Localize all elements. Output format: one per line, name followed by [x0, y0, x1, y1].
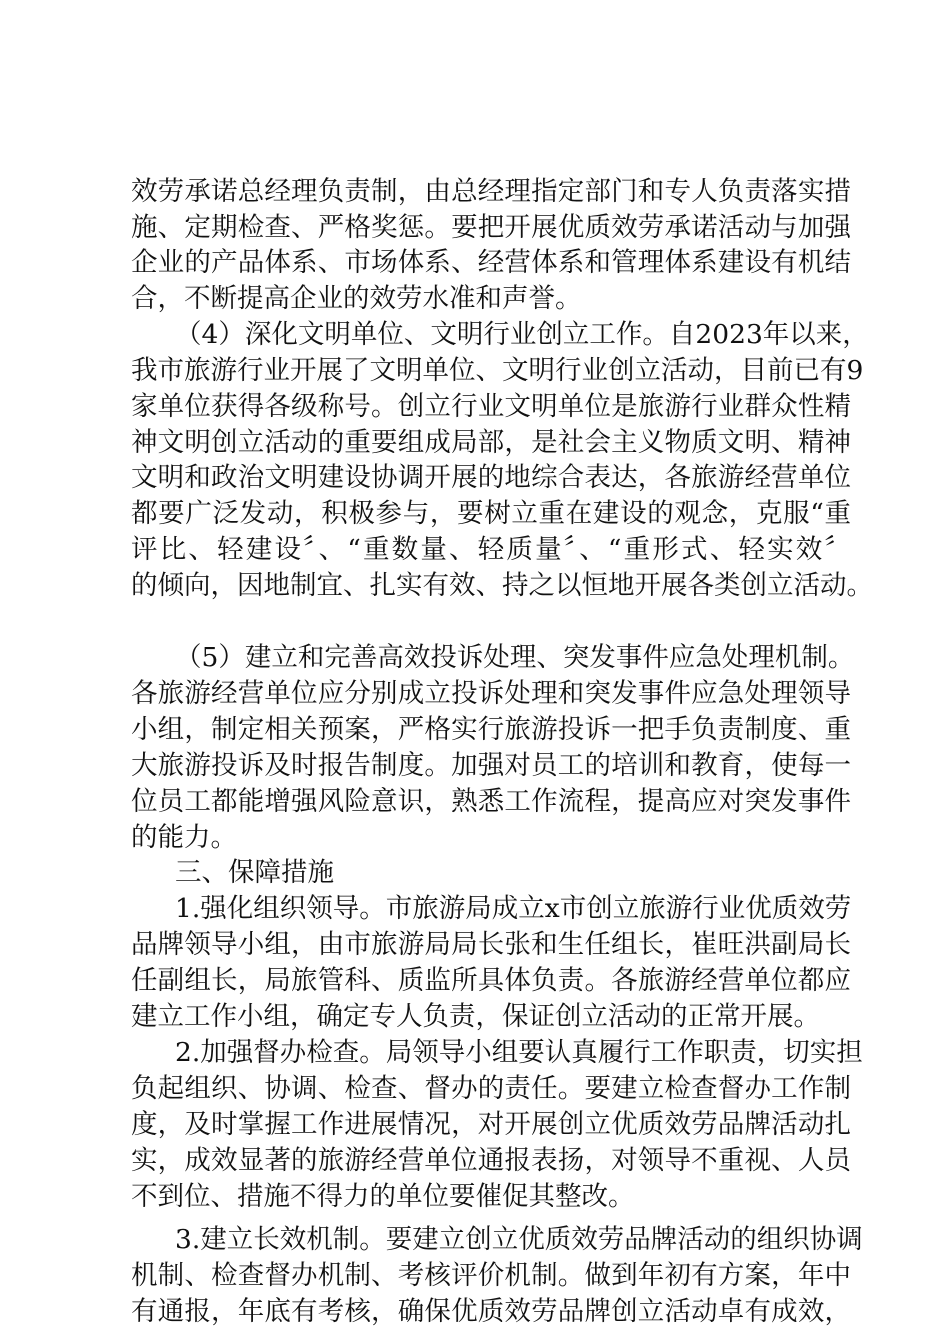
text-line: 负起组织、协调、检查、督办的责任。要建立检查督办工作制	[131, 1073, 851, 1104]
text-line: 机制、检查督办机制、考核评价机制。做到年初有方案，年中	[131, 1260, 851, 1291]
text-line: 评比、轻建设〞、“重数量、轻质量〞、“重形式、轻实效〞	[131, 534, 851, 565]
text-line: 都要广泛发动，积极参与，要树立重在建设的观念，克服“重	[131, 498, 851, 529]
text-line: 合，不断提高企业的效劳水准和声誉。	[131, 283, 582, 314]
text-line: 品牌领导小组，由市旅游局局长张和生任组长，崔旺洪副局长	[131, 929, 851, 960]
text-line: 不到位、措施不得力的单位要催促其整改。	[131, 1181, 635, 1212]
text-line: 小组，制定相关预案，严格实行旅游投诉一把手负责制度、重	[131, 714, 851, 745]
text-line: 的倾向，因地制宜、扎实有效、持之以恒地开展各类创立活动。	[131, 570, 873, 601]
text-line: 企业的产品体系、市场体系、经营体系和管理体系建设有机结	[131, 247, 851, 278]
text-line: 的能力。	[131, 822, 237, 853]
text-line: 神文明创立活动的重要组成局部，是社会主义物质文明、精神	[131, 427, 851, 458]
text-line: 大旅游投诉及时报告制度。加强对员工的培训和教育，使每一	[131, 750, 851, 781]
item-1-start: 1.强化组织领导。市旅游局成立x市创立旅游行业优质效劳	[175, 893, 852, 924]
text-line: 度，及时掌握工作进展情况，对开展创立优质效劳品牌活动扎	[131, 1109, 851, 1140]
text-line: 建立工作小组，确定专人负责，保证创立活动的正常开展。	[131, 1001, 820, 1032]
text-line: 我市旅游行业开展了文明单位、文明行业创立活动，目前已有9	[131, 355, 864, 386]
text-line: 实，成效显著的旅游经营单位通报表扬，对领导不重视、人员	[131, 1145, 851, 1176]
item-2-start: 2.加强督办检查。局领导小组要认真履行工作职责，切实担	[175, 1037, 863, 1068]
text-line: 有通报，年底有考核，确保优质效劳品牌创立活动卓有成效，	[131, 1296, 851, 1327]
section-heading: 三、保障措施	[175, 857, 334, 888]
item-3-start: 3.建立长效机制。要建立创立优质效劳品牌活动的组织协调	[175, 1224, 863, 1255]
paragraph-5-start: （5）建立和完善高效投诉处理、突发事件应急处理机制。	[175, 642, 855, 673]
text-line: 效劳承诺总经理负责制，由总经理指定部门和专人负责落实措	[131, 176, 851, 207]
paragraph-4-start: （4）深化文明单位、文明行业创立工作。自2023年以来，	[175, 319, 869, 350]
text-line: 位员工都能增强风险意识，熟悉工作流程，提高应对突发事件	[131, 786, 851, 817]
text-line: 任副组长，局旅管科、质监所具体负责。各旅游经营单位都应	[131, 965, 851, 996]
text-line: 施、定期检查、严格奖惩。要把开展优质效劳承诺活动与加强	[131, 212, 851, 243]
text-line: 家单位获得各级称号。创立行业文明单位是旅游行业群众性精	[131, 391, 851, 422]
text-line: 各旅游经营单位应分别成立投诉处理和突发事件应急处理领导	[131, 678, 851, 709]
text-line: 文明和政治文明建设协调开展的地综合表达，各旅游经营单位	[131, 462, 851, 493]
